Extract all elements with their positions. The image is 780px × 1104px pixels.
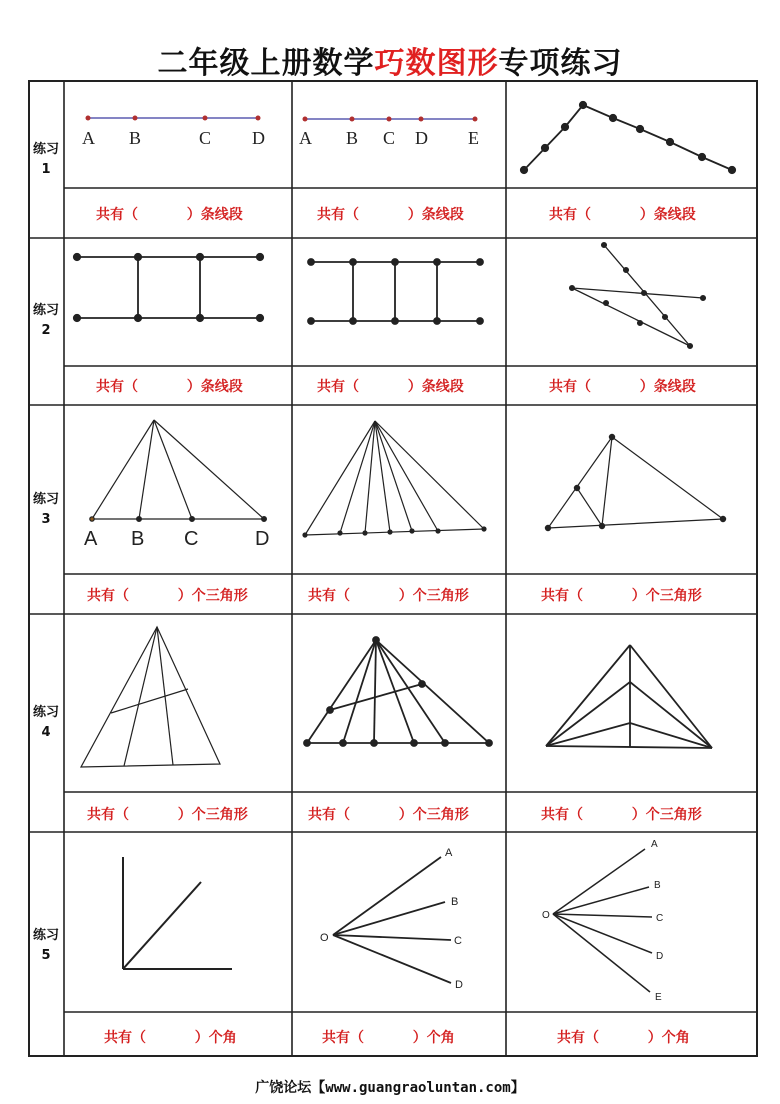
- answer-blank[interactable]: 共有（ ）个角: [322, 1030, 455, 1046]
- figure-r3c1: [90, 420, 267, 521]
- point-label: E: [468, 128, 479, 148]
- point-label: E: [655, 992, 662, 1003]
- title-part2: 专项练习: [498, 46, 623, 81]
- figure-r5c2: [333, 857, 451, 983]
- point-label: B: [654, 880, 661, 891]
- point-label: C: [454, 935, 462, 947]
- figure-r2c2: [308, 259, 483, 324]
- point-label: A: [445, 847, 453, 859]
- point-label: A: [299, 128, 312, 148]
- point-label: O: [320, 932, 329, 944]
- row-label-4: 练习 4: [32, 705, 59, 740]
- title-highlight: 巧数图形: [374, 46, 499, 81]
- row-label-3: 练习 3: [32, 492, 59, 527]
- point-label: C: [199, 128, 212, 148]
- figure-r1c2: [299, 117, 479, 149]
- answer-blank[interactable]: 共有（ ）条线段: [96, 207, 243, 223]
- point-label: B: [451, 896, 459, 908]
- point-label: D: [656, 951, 664, 962]
- title-part1: 二年级上册数学: [157, 46, 375, 81]
- figure-r1c3: [521, 102, 735, 173]
- answer-blank[interactable]: 共有（ ）条线段: [549, 207, 696, 223]
- answer-blank[interactable]: 共有（ ）个三角形: [308, 588, 469, 604]
- answer-blank[interactable]: 共有（ ）条线段: [549, 379, 696, 395]
- point-label: B: [346, 128, 359, 148]
- point-label: O: [542, 910, 550, 921]
- point-label: A: [651, 839, 658, 850]
- point-label: D: [255, 528, 270, 550]
- figure-r5c3: [553, 849, 652, 992]
- answer-blank[interactable]: 共有（ ）个角: [557, 1030, 690, 1046]
- answer-blank[interactable]: 共有（ ）条线段: [317, 379, 464, 395]
- figure-r4c1: [81, 627, 220, 767]
- point-label: D: [455, 979, 463, 991]
- figure-r4c2: [304, 637, 492, 746]
- figure-r4c3: [546, 645, 712, 748]
- figure-r3c3: [545, 434, 725, 530]
- footer-site: 广饶论坛: [255, 1080, 312, 1096]
- point-label: D: [415, 128, 428, 148]
- figure-r1c1: [82, 116, 265, 149]
- point-label: C: [184, 528, 199, 550]
- answer-blank[interactable]: 共有（ ）条线段: [96, 379, 243, 395]
- row-label-1: 练习 1: [32, 142, 59, 177]
- answer-blank[interactable]: 共有（ ）个三角形: [308, 807, 469, 823]
- figure-r2c3: [570, 243, 706, 349]
- figure-r3c2: [303, 421, 486, 537]
- point-label: B: [131, 528, 145, 550]
- answer-blank[interactable]: 共有（ ）个角: [104, 1030, 237, 1046]
- footer: [0, 1077, 780, 1097]
- row-label-5: 练习 5: [32, 928, 59, 963]
- figure-r2c1: [74, 254, 263, 321]
- answer-blank[interactable]: 共有（ ）个三角形: [541, 807, 702, 823]
- footer-url[interactable]: 【www.guangraoluntan.com】: [311, 1080, 525, 1096]
- answer-blank[interactable]: 共有（ ）个三角形: [87, 807, 248, 823]
- point-label: B: [129, 128, 142, 148]
- point-label: A: [84, 528, 98, 550]
- answer-blank[interactable]: 共有（ ）个三角形: [541, 588, 702, 604]
- point-label: A: [82, 128, 95, 148]
- point-label: C: [383, 128, 396, 148]
- figure-r5c1: [123, 857, 232, 969]
- point-label: C: [656, 913, 664, 924]
- answer-blank[interactable]: 共有（ ）个三角形: [87, 588, 248, 604]
- point-label: D: [252, 128, 265, 148]
- row-label-2: 练习 2: [32, 303, 59, 338]
- answer-blank[interactable]: 共有（ ）条线段: [317, 207, 464, 223]
